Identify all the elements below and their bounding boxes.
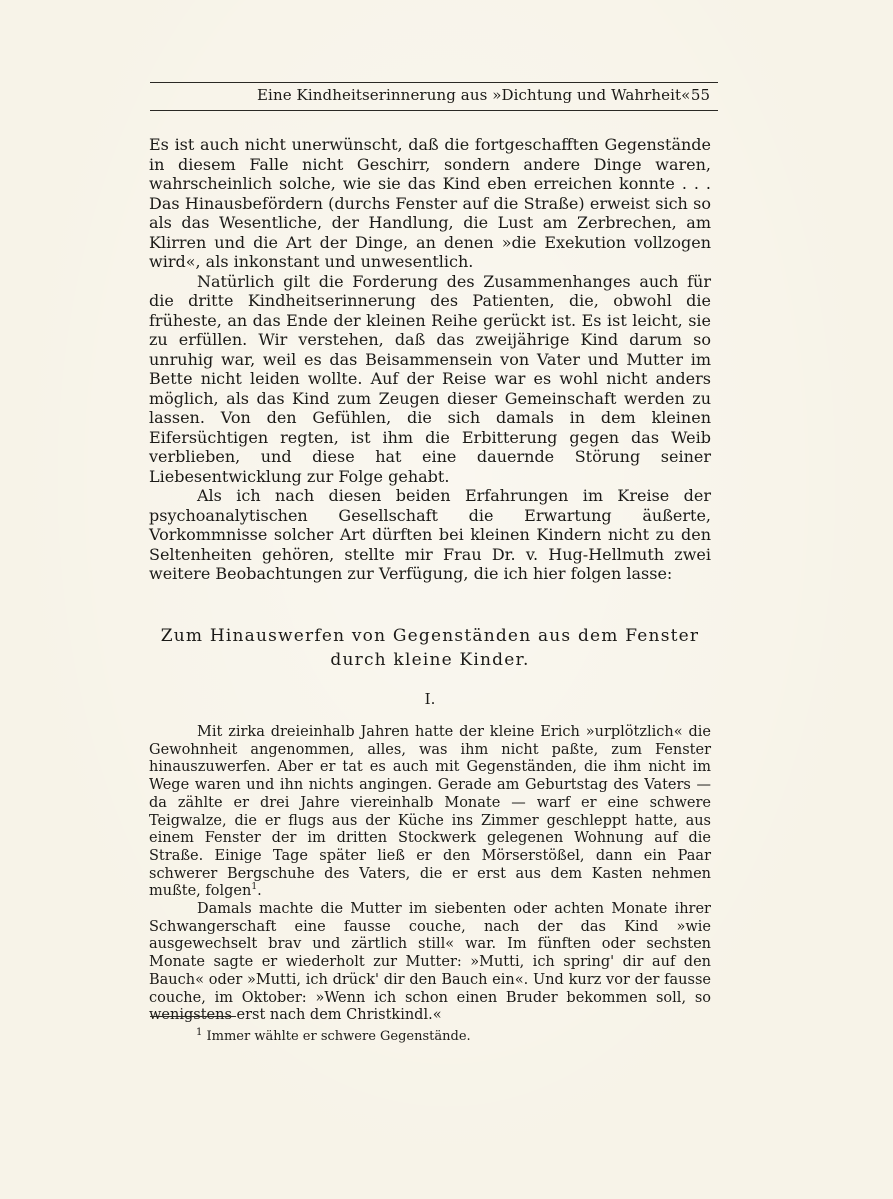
running-header: [150, 86, 718, 108]
section-text: [149, 724, 711, 1025]
footnote-mark: 1: [196, 1026, 203, 1038]
paragraph-end: .: [257, 883, 262, 900]
header-rule-top: [150, 82, 718, 83]
paragraph: Als ich nach diesen beiden Erfahrungen im Kreise der psychoanalytischen Gesellschaft die Erwartung äußerte, Vorkommnisse solcher Art dürften bei kleinen Kindern nicht zu den Seltenheiten gehören, stellte mir Frau Dr. v. Hug-Hellmuth zwei weitere Beobachtungen zur Verfügung, die ich hier folgen lasse:: [149, 486, 711, 583]
paragraph: Natürlich gilt die Forderung des Zusammenhanges auch für die dritte Kindheitserinnerung des Patienten, die, obwohl die früheste, an das Ende der kleinen Reihe gerückt ist. Es ist leicht, sie zu erfüllen. Wir verstehen, daß das zweijährige Kind darum so unruhig war, weil es das Beisammensein von Vater und Mutter im Bette nicht leiden wollte. Auf der Reise war es wohl nicht anders möglich, als das Kind zum Zeugen dieser Gemeinschaft werden zu lassen. Von den Gefühlen, die sich damals in dem kleinen Eifersüchtigen regten, ist ihm die Erbitterung gegen das Weib verblieben, und diese hat eine dauernde Störung seiner Liebesentwicklung zur Folge gehabt.: [149, 271, 711, 486]
running-title: Eine Kindheitserinnerung aus »Dichtung und Wahrheit«: [257, 86, 691, 104]
header-rule-bottom: [150, 110, 718, 111]
section-heading: [149, 624, 711, 672]
section-heading-line-1: Zum Hinauswerfen von Gegenständen aus dem Fenster: [160, 626, 700, 646]
footnote-reference: 1: [251, 882, 258, 893]
body-text: [149, 135, 711, 584]
paragraph: Es ist auch nicht unerwünscht, daß die fortgeschafften Gegenstände in diesem Falle nicht Geschirr, sondern andere Dinge waren, wahrscheinlich solche, wie sie das Kind eben erreichen konnte . . . Das Hinausbefördern (durchs Fenster auf die Straße) erweist sich so als das Wesentliche, der Handlung, die Lust am Zerbrechen, am Klirren und die Art der Dinge, an denen »die Exekution vollzogen wird«, als inkonstant und unwesentlich.: [149, 135, 711, 271]
paragraph-text: Mit zirka dreieinhalb Jahren hatte der kleine Erich »urplötzlich« die Gewohnheit angenommen, alles, was ihm nicht paßte, zum Fenster hinauszuwerfen. Aber er tat es auch mit Gegenständen, die ihm nicht im Wege waren und ihn nichts angingen. Gerade am Geburtstag des Vaters — da zählte er drei Jahre viereinhalb Monate — warf er eine schwere Teigwalze, die er flugs aus der Küche ins Zimmer geschleppt hatte, aus einem Fenster der im dritten Stockwerk gelegenen Wohnung auf die Straße. Einige Tage später ließ er den Mörserstößel, dann ein Paar schwerer Bergschuhe des Vaters, die er erst aus dem Kasten nehmen mußte, folgen: [149, 724, 711, 900]
paragraph: [149, 724, 711, 901]
section-number: I.: [424, 690, 436, 708]
paragraph: Damals machte die Mutter im siebenten oder achten Monate ihrer Schwangerschaft eine fausse couche, nach der das Kind »wie ausgewechselt brav und zärtlich still« war. Im fünften oder sechsten Monate sagte er wiederholt zur Mutter: »Mutti, ich spring' dir auf den Bauch« oder »Mutti, ich drück' dir den Bauch ein«. Und kurz vor der fausse couche, im Oktober: »Wenn ich schon einen Bruder bekommen soll, so wenigstens erst nach dem Christkindl.«: [149, 901, 711, 1024]
footnote-text: Immer wählte er schwere Gegenstände.: [206, 1029, 471, 1044]
section-heading-line-2: durch kleine Kinder.: [330, 650, 530, 670]
page-number: 55: [690, 86, 710, 104]
footnote-rule: [150, 1016, 236, 1017]
footnote: [150, 1026, 712, 1045]
